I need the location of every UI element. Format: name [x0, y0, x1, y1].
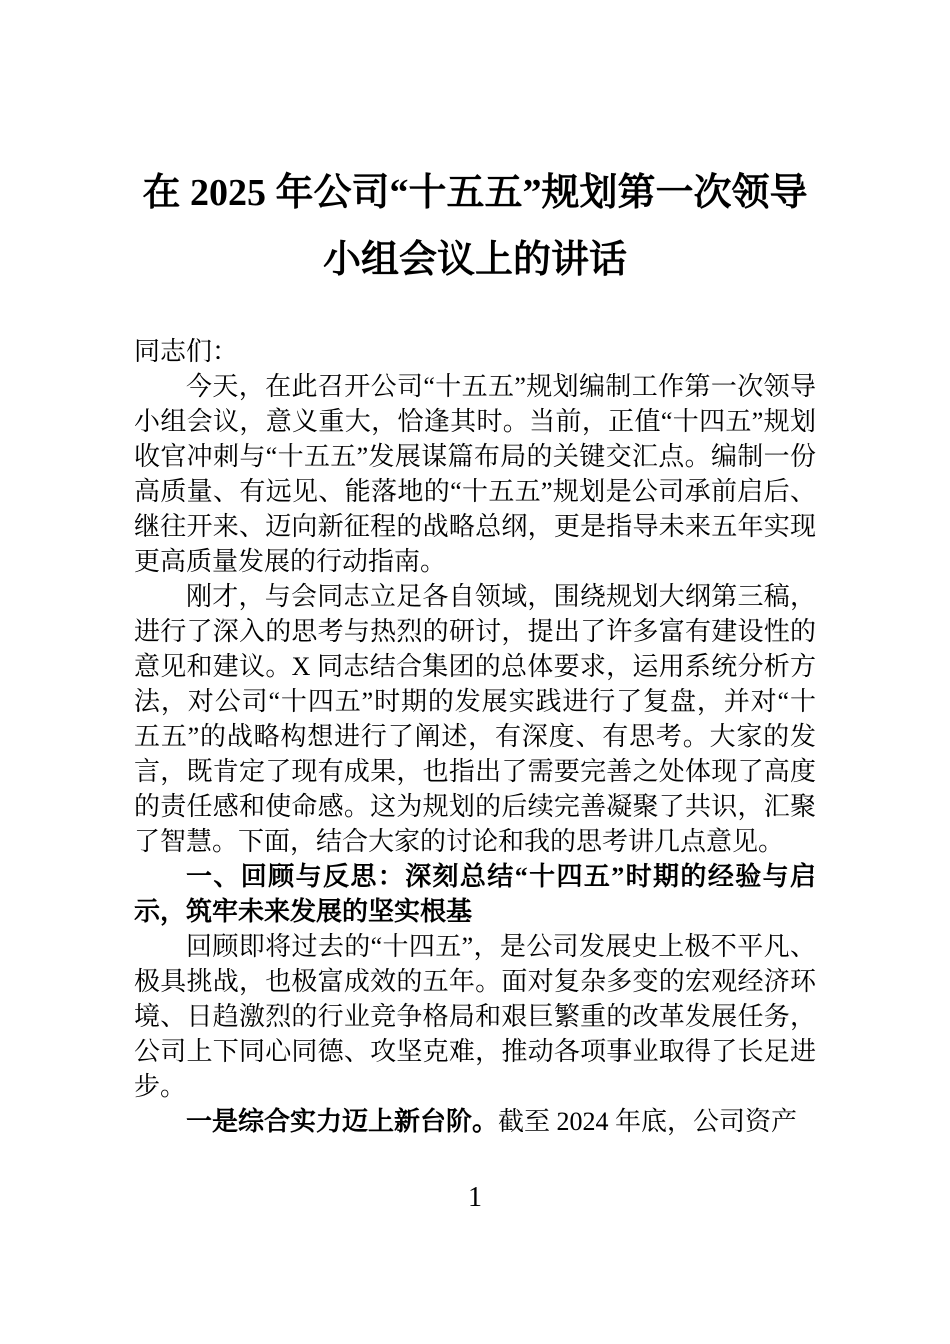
title-line-1: 在 2025 年公司“十五五”规划第一次领导 [142, 172, 808, 214]
paragraph: 刚才，与会同志立足各自领域，围绕规划大纲第三稿，进行了深入的思考与热烈的研讨，提出了许多富有建设性的意见和建议。X 同志结合集团的总体要求，运用系统分析方法，对公司“十四五”时期的发展实践进行了复盘，并对“十五五”的战略构想进行了阐述，有深度、有思考。大家的发言，既肯定了现有成果，也指出了需要完善之处体现了高度的责任感和使命感。这为规划的后续完善凝聚了共识，汇聚了智慧。下面，结合大家的讨论和我的思考讲几点意见。 [134, 582, 816, 856]
paragraph: 今天，在此召开公司“十五五”规划编制工作第一次领导小组会议，意义重大，恰逢其时。当前，正值“十四五”规划收官冲刺与“十五五”发展谋篇布局的关键交汇点。编制一份高质量、有远见、能落地的“十五五”规划是公司承前启后、继往开来、迈向新征程的战略总纲，更是指导未来五年实现更高质量发展的行动指南。 [134, 372, 816, 576]
page-number: 1 [468, 1182, 482, 1213]
title-line-2: 小组会议上的讲话 [322, 239, 627, 281]
paragraph [134, 1104, 816, 1139]
salutation: 同志们： [134, 337, 239, 366]
document-title [0, 0, 950, 294]
document-body [134, 334, 816, 1139]
section-heading: 一、回顾与反思：深刻总结“十四五”时期的经验与启示，筑牢未来发展的坚实根基 [134, 862, 816, 926]
point-text: 截至 2024 年底，公司资产 [498, 1107, 798, 1136]
point-lead: 一是综合实力迈上新台阶。 [186, 1107, 499, 1136]
paragraph: 回顾即将过去的“十四五”，是公司发展史上极不平凡、极具挑战，也极富成效的五年。面对复杂多变的宏观经济环境、日趋激烈的行业竞争格局和艰巨繁重的改革发展任务，公司上下同心同德、攻坚克难，推动各项事业取得了长足进步。 [134, 932, 816, 1101]
